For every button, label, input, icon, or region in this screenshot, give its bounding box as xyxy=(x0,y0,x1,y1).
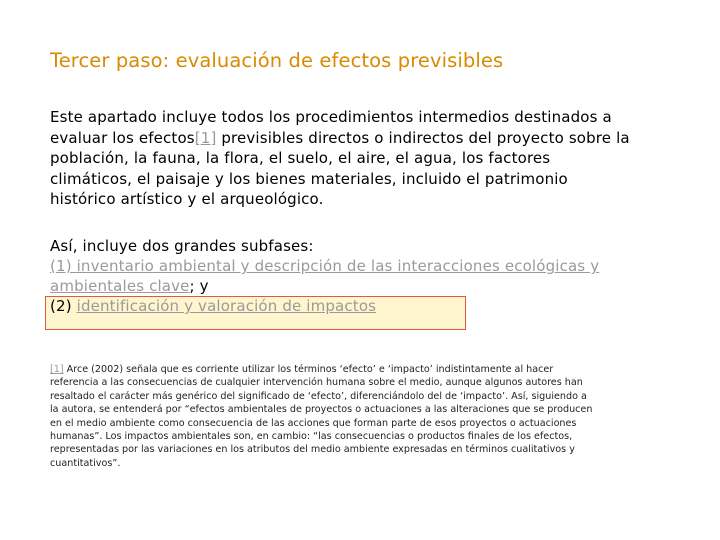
subfase-1-link[interactable] xyxy=(50,256,710,276)
subfase-1-link-text[interactable]: (1) inventario ambiental y descripción de las interacciones ecológicas y xyxy=(50,257,600,275)
subfase-1-suffix: ; y xyxy=(189,277,209,295)
subfase-2-prefix: (2) xyxy=(50,297,77,315)
paragraph-line xyxy=(50,128,710,149)
paragraph-line: población, la fauna, la flora, el suelo, el aire, el agua, los factores xyxy=(50,149,551,167)
subfases-intro: Así, incluye dos grandes subfases: xyxy=(50,237,314,255)
subfase-1-line2 xyxy=(50,276,710,296)
footnote-line: la autora, se entenderá por “efectos ambientales de proyectos o actuaciones a las alteraciones que se producen xyxy=(50,404,593,416)
footnote-line: representadas por las variaciones en los atributos del medio ambiente expresadas en términos cualitativos y xyxy=(50,444,575,456)
footnote-text: Arce (2002) señala que es corriente utilizar los términos ‘efecto’ e ‘impacto’ indistintamente al hacer xyxy=(63,364,554,375)
paragraph-line: climáticos, el paisaje y los bienes materiales, incluido el patrimonio xyxy=(50,169,568,188)
footnote-back-link[interactable]: [1] xyxy=(50,364,64,375)
subfase-2-line xyxy=(50,296,710,316)
paragraph-line: Este apartado incluye todos los procedimientos intermedios destinados a xyxy=(50,108,612,126)
footnote-line xyxy=(50,363,670,376)
subfases-block xyxy=(50,236,710,316)
footnote-line: cuantitativos”. xyxy=(50,457,121,469)
subfase-2-link[interactable]: identificación y valoración de impactos xyxy=(76,297,377,315)
footnote-line: referencia a las consecuencias de cualquier intervención humana sobre el medio, aunque algunos autores han xyxy=(50,377,583,389)
footnote-reference-link[interactable]: [1] xyxy=(194,128,217,147)
paragraph-text: previsibles directos o indirectos del proyecto sobre la xyxy=(216,128,630,147)
footnote-line: resaltado el carácter más genérico del significado de ‘efecto’, diferenciándolo del de ‘impacto’. Así, siguiendo a xyxy=(50,390,587,402)
subfase-1-link-text-cont[interactable]: ambientales clave xyxy=(50,277,190,295)
footnote xyxy=(50,363,670,470)
slide-title: Tercer paso: evaluación de efectos previsibles xyxy=(50,49,504,72)
footnote-line: en el medio ambiente como consecuencia de las acciones que forman parte de esos proyectos o actuaciones xyxy=(50,417,577,429)
intro-paragraph xyxy=(50,107,710,210)
paragraph-text: evaluar los efectos xyxy=(50,128,195,147)
footnote-line: humanas”. Los impactos ambientales son, en cambio: “las consecuencias o productos finales de los efectos, xyxy=(50,431,573,443)
paragraph-line: histórico artístico y el arqueológico. xyxy=(50,190,324,208)
